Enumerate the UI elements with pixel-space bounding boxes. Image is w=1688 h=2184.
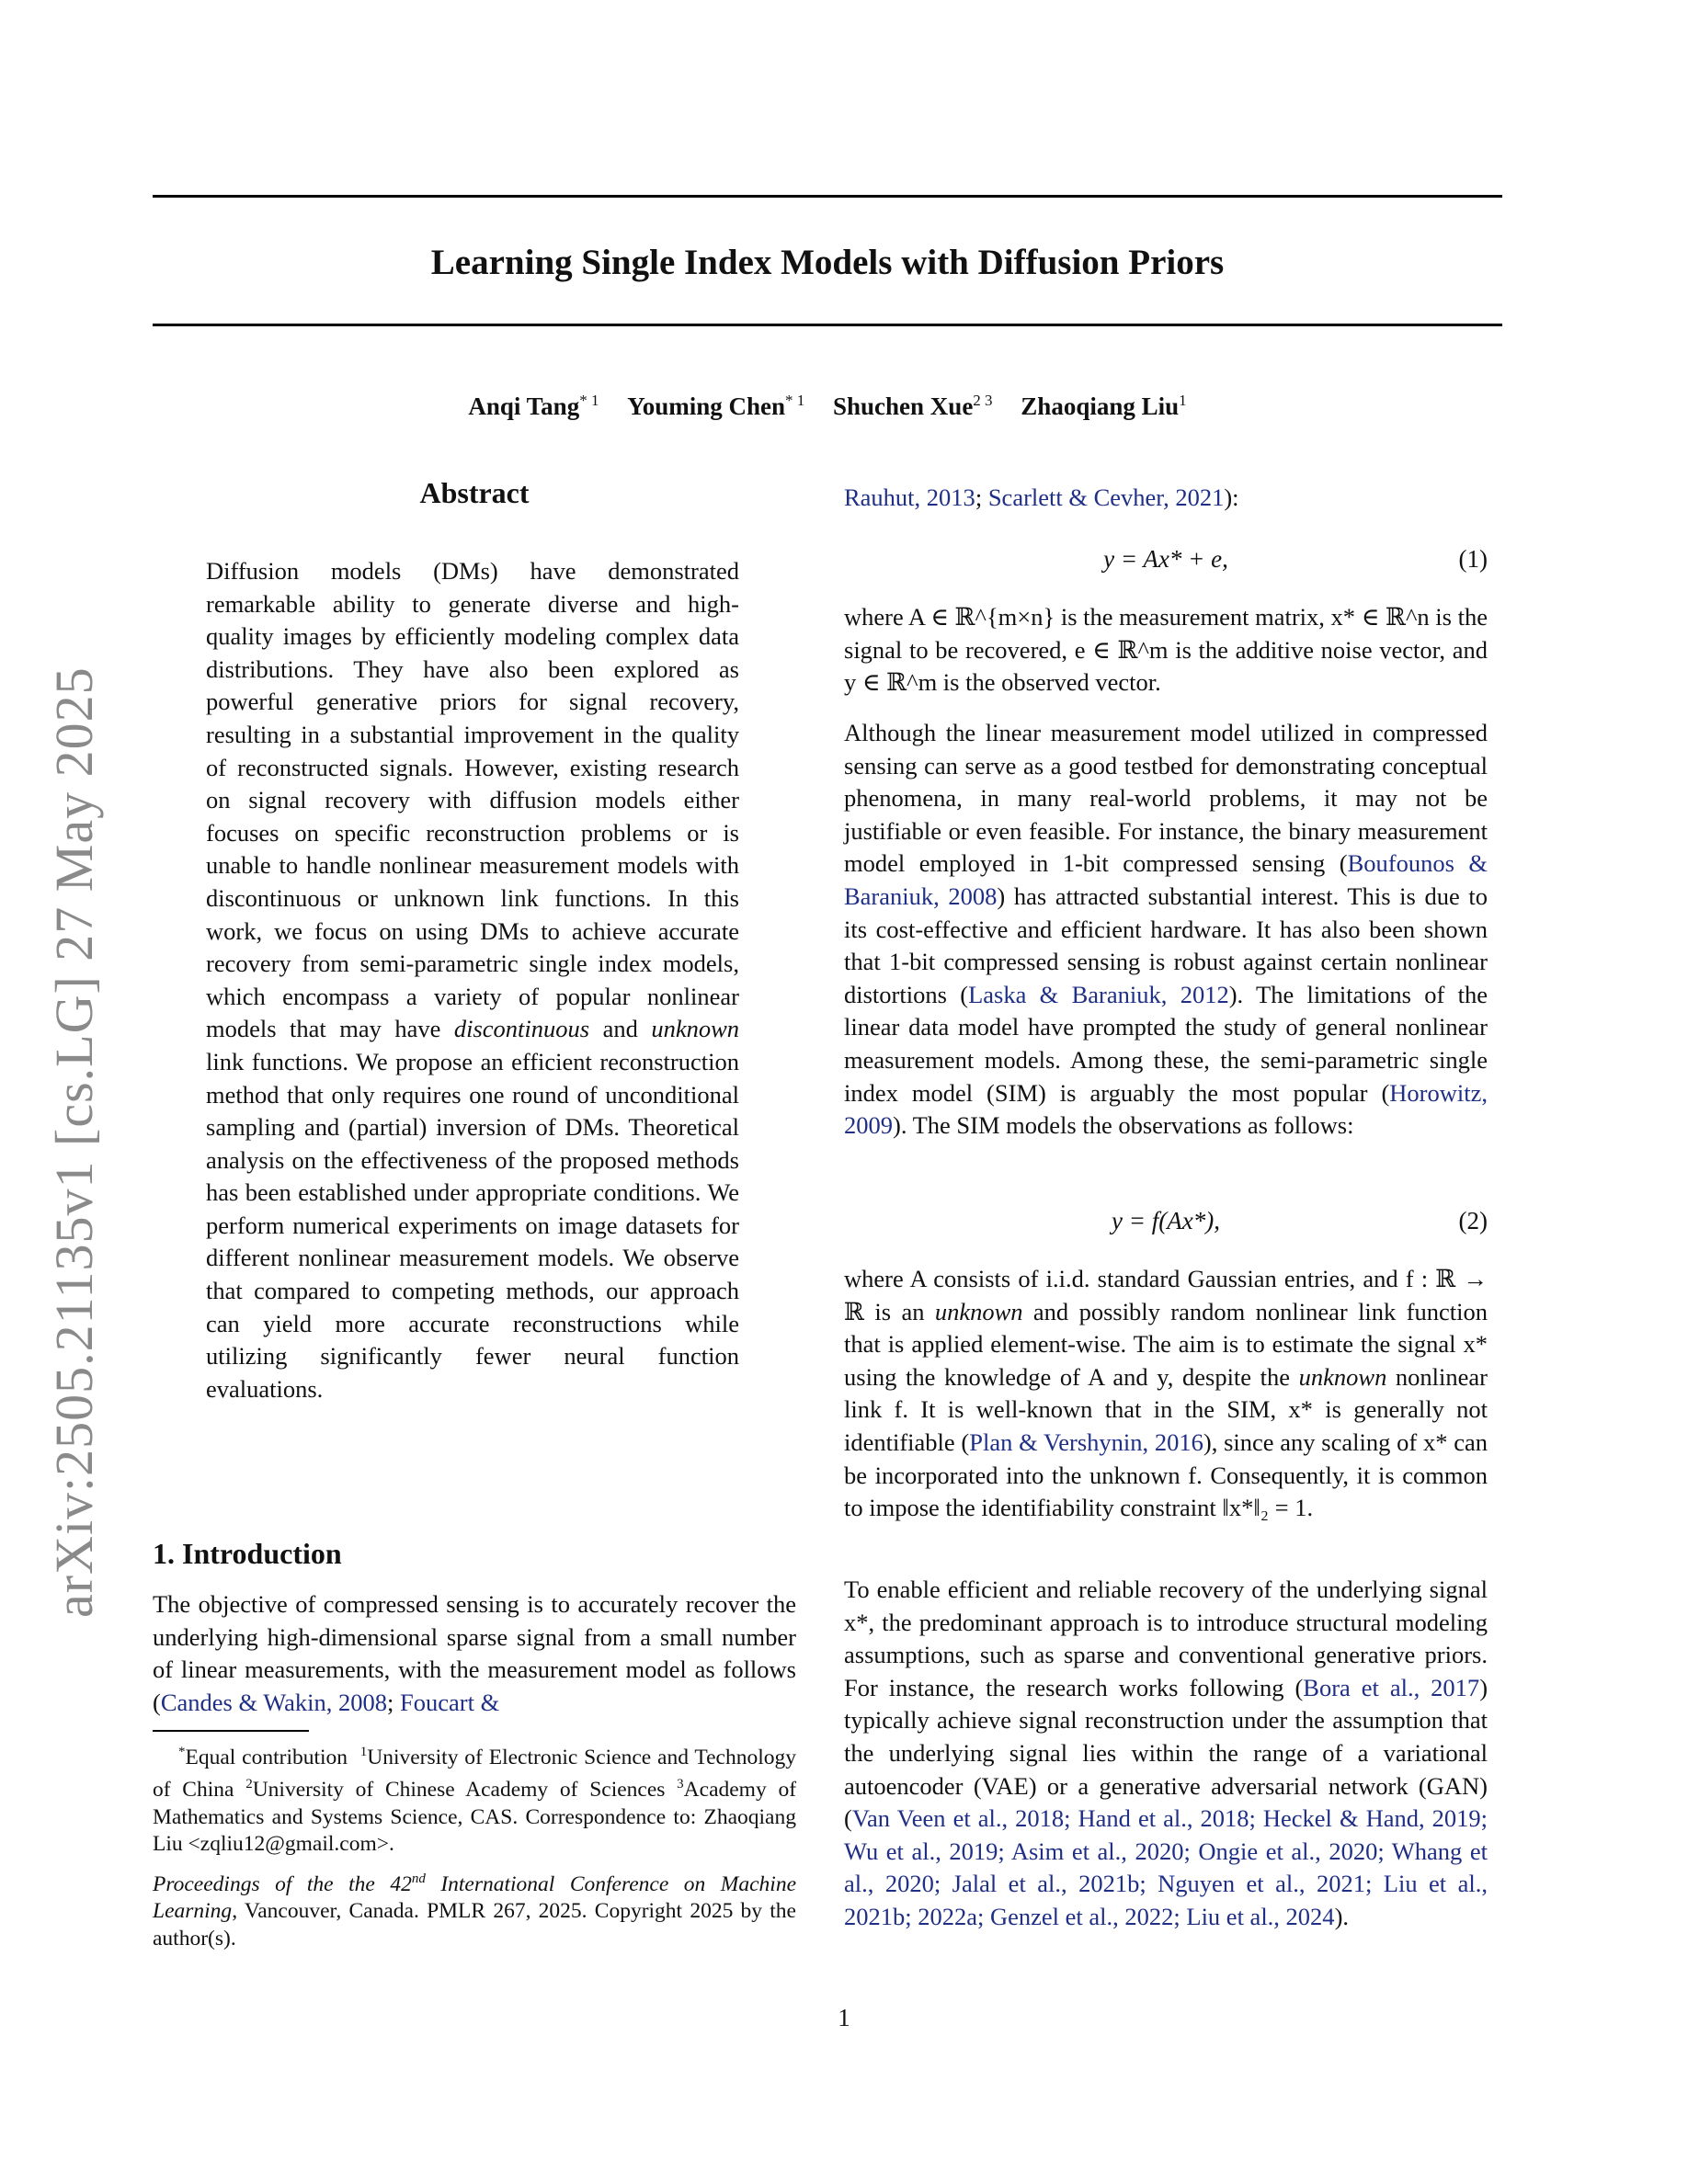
paragraph-nonlinear-models: Although the linear measurement model utilized in compressed sensing can serve as a good testbed for demonstrating conceptual phenomena, in many real-world problems, it may not be justifiable or even feasible. For instance, the binary measurement model employed in 1-bit compressed sensing (Boufounos & Baraniuk, 2008) has attracted substantial interest. This is due to its cost-effective and efficient hardware. It has also been shown that 1-bit compressed sensing is robust against certain nonlinear distortions (Laska & Baraniuk, 2012). The limitations of the linear data model have prompted the study of general nonlinear measurement models. Among these, the semi-parametric single index model (SIM) is arguably the most popular (Horowitz, 2009). The SIM models the observations as follows: <box>844 719 1488 1140</box>
citation-link[interactable]: Horowitz, 2009 <box>844 1078 1488 1140</box>
paper-title: Learning Single Index Models with Diffusion Priors <box>430 243 1225 282</box>
proceedings-note: Proceedings of the the 42nd International Conference on Machine Learning, Vancouver, Canada. PMLR 267, 2025. Copyright 2025 by the author(s). <box>153 1871 796 1951</box>
citation-link[interactable]: Bora et al., 2017 <box>1303 1673 1480 1701</box>
citation-link[interactable]: Van Veen et al., 2018; Hand et al., 2018; Heckel & Hand, 2019; Wu et al., 2019; Asim et al., 2020; Ongie et al., 2020; Whang et al., 2020; Jalal et al., 2021b; Nguyen et al., 2021; Liu et al., 2021b; 2022a; Genzel et al., 2022; Liu et al., 2024 <box>844 1804 1488 1930</box>
equation-2: y = f(Ax*), (2) <box>844 1202 1488 1239</box>
author: Anqi Tang$^{* 1}$ <box>468 392 599 420</box>
arxiv-identifier: arXiv:2505.21135v1 [cs.LG] 27 May 2025 <box>44 666 104 1618</box>
footnote-affiliations: *Equal contribution $^1$University of Electronic Science and Technology of China $^2$University of Chinese Academy of Sciences $^3$Academy of Mathematics and Systems Science, CAS. Correspondence to: Zhaoqiang Liu <zqliu12@gmail.com>. <box>153 1745 797 1857</box>
section-heading-introduction: 1. Introduction <box>153 1537 342 1570</box>
author-list <box>153 386 1502 427</box>
page-number: 1 <box>838 2004 850 2031</box>
paragraph-measurement-definitions: where A ∈ ℝ^{m×n} is the measurement matrix, x* ∈ ℝ^n is the signal to be recovered, e ∈ ℝ^m is the additive noise vector, and y ∈ ℝ^m is the observed vector. <box>844 603 1488 697</box>
author: Shuchen Xue$^{2 3}$ <box>833 392 993 420</box>
author: Zhaoqiang Liu$^1$ <box>1021 392 1187 420</box>
abstract-body: Diffusion models (DMs) have demonstrated remarkable ability to generate diverse and high-quality images by efficiently modeling complex data distributions. They have also been explored as powerful generative priors for signal recovery, resulting in a substantial improvement in the quality of reconstructed signals. However, existing research on signal recovery with diffusion models either focuses on specific reconstruction problems or is unable to handle nonlinear measurement models with discontinuous or unknown link functions. In this work, we focus on using DMs to achieve accurate recovery from semi-parametric single index models, which encompass a variety of popular nonlinear models that may have discontinuous and unknown link functions. We propose an efficient reconstruction method that only requires one round of unconditional sampling and (partial) inversion of DMs. Theoretical analysis on the effectiveness of the proposed methods has been established under appropriate conditions. We perform numerical experiments on image datasets for different nonlinear measurement models. We observe that compared to competing methods, our approach can yield more accurate reconstructions while utilizing significantly fewer neural function evaluations. <box>206 557 740 1403</box>
top-rule <box>153 195 1502 198</box>
citation-link[interactable]: Scarlett & Cevher, 2021 <box>987 483 1225 511</box>
right-column-continuation: Rauhut, 2013; Scarlett & Cevher, 2021): <box>844 483 1239 511</box>
abstract-heading: Abstract <box>419 476 530 509</box>
author: Youming Chen$^{* 1}$ <box>627 392 805 420</box>
intro-paragraph: The objective of compressed sensing is to accurately recover the underlying high-dimensional sparse signal from a small number of linear measurements, with the measurement model as follows (Candes & Wakin, 2008; Foucart & <box>153 1590 796 1716</box>
paragraph-sim-description: where A consists of i.i.d. standard Gaussian entries, and f : ℝ → ℝ is an unknown and possibly random nonlinear link function that is applied element-wise. The aim is to estimate the signal x* using the knowledge of A and y, despite the unknown nonlinear link f. It is well-known that in the SIM, x* is generally not identifiable (Plan & Vershynin, 2016), since any scaling of x* can be incorporated into the unknown f. Consequently, it is common to impose the identifiability constraint ‖x*‖₂ = 1. <box>844 1265 1488 1522</box>
citation-link[interactable]: Plan & Vershynin, 2016 <box>969 1428 1203 1456</box>
equation-number: (1) <box>1458 545 1488 573</box>
equation-number: (2) <box>1458 1207 1488 1234</box>
citation-link[interactable]: Candes & Wakin, 2008 <box>160 1688 387 1716</box>
citation-link[interactable]: Foucart & <box>400 1688 500 1716</box>
footnote-rule <box>153 1730 309 1732</box>
equation-1: y = Ax* + e, (1) <box>844 540 1488 577</box>
paragraph-generative-priors: To enable efficient and reliable recovery of the underlying signal x*, the predominant approach is to introduce structural modeling assumptions, such as sparse and conventional generative priors. For instance, the research works following (Bora et al., 2017) typically achieve signal reconstruction under the assumption that the underlying signal lies within the range of a variational autoencoder (VAE) or a generative adversarial network (GAN) (Van Veen et al., 2018; Hand et al., 2018; Heckel & Hand, 2019; Wu et al., 2019; Asim et al., 2020; Ongie et al., 2020; Whang et al., 2020; Jalal et al., 2021b; Nguyen et al., 2021; Liu et al., 2021b; 2022a; Genzel et al., 2022; Liu et al., 2024). <box>844 1575 1488 1930</box>
citation-link[interactable]: Laska & Baraniuk, 2012 <box>968 980 1229 1008</box>
citation-link[interactable]: Boufounos & Baraniuk, 2008 <box>844 849 1488 910</box>
title-bottom-rule <box>153 324 1502 326</box>
citation-link[interactable]: Rauhut, 2013 <box>844 483 975 511</box>
